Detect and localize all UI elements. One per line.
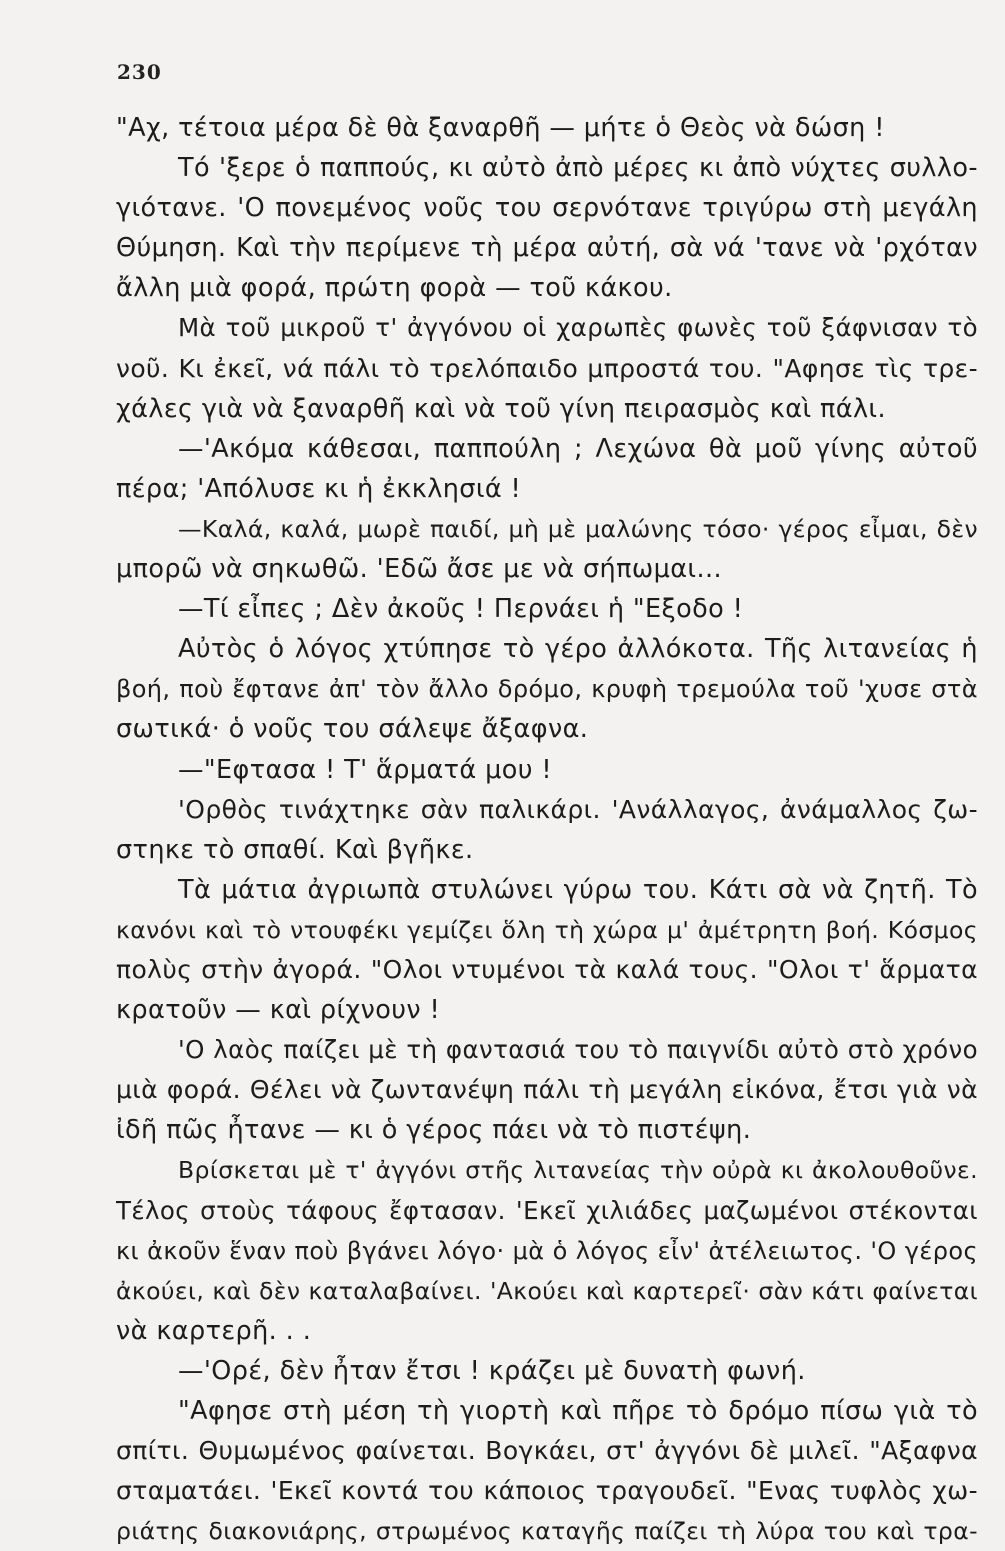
text-line: 'Ορθὸς τινάχτηκε σὰν παλικάρι. 'Ανάλλαγος, ἀνάμαλλος ζω- <box>178 794 978 824</box>
text-line: —"Εφτασα ! Τ' ἅρματά μου ! <box>178 754 553 785</box>
text-line: —'Ακόμα κάθεσαι, παππούλη ; Λεχώνα θὰ μοῦ γίνης αὐτοῦ <box>178 433 978 464</box>
text-line: γιότανε. 'Ο πονεμένος νοῦς του σερνότανε τριγύρω στὴ μεγάλη <box>116 193 978 224</box>
text-line: κανόνι καὶ τὸ ντουφέκι γεμίζει ὅλη τὴ χώρα μ' ἀμέτρητη βοή. Κόσμος <box>116 915 978 944</box>
text-line: Μὰ τοῦ μικροῦ τ' ἀγγόνου οἱ χαρωπὲς φωνὲς τοῦ ξάφνισαν τὸ <box>178 313 978 343</box>
text-line: κι ἀκοῦν ἕναν ποὺ βγάνει λόγο· μὰ ὁ λόγος εἶν' ἀτέλειωτος. 'Ο γέρος <box>116 1236 978 1265</box>
text-line: ἄλλη μιὰ φορά, πρώτη φορὰ — τοῦ κάκου. <box>116 273 673 304</box>
text-line: μπορῶ νὰ σηκωθῶ. 'Εδῶ ἄσε με νὰ σήπωμαι... <box>116 554 722 585</box>
text-line: ριάτης διακονιάρης, στρωμένος καταγῆς παίζει τὴ λύρα του καὶ τρα- <box>116 1517 978 1546</box>
body-text <box>116 108 978 1551</box>
text-line: —Τί εἶπες ; Δὲν ἀκοῦς ! Περνάει ἡ "Εξοδο ! <box>178 594 744 625</box>
text-line: σταματάει. 'Εκεῖ κοντά του κάποιος τραγουδεῖ. "Ενας τυφλὸς χω- <box>116 1476 978 1506</box>
text-line: ἰδῆ πῶς ἦτανε — κι ὁ γέρος πάει νὰ τὸ πιστέψη. <box>116 1115 752 1146</box>
text-line: Τὰ μάτια ἀγριωπὰ στυλώνει γύρω του. Κάτι σὰ νὰ ζητῆ. Τὸ <box>178 874 978 905</box>
text-line: μιὰ φορά. Θέλει νὰ ζωντανέψη πάλι τὴ μεγάλη εἰκόνα, ἔτσι γιὰ νὰ <box>116 1075 978 1105</box>
text-line: "Αχ, τέτοια μέρα δὲ θὰ ξαναρθῆ — μήτε ὁ Θεὸς νὰ δώση ! <box>116 113 885 143</box>
text-line: πέρα; 'Απόλυσε κι ἡ ἐκκλησιά ! <box>116 473 522 504</box>
text-line: στηκε τὸ σπαθί. Καὶ βγῆκε. <box>116 834 474 865</box>
text-line: Θύμηση. Καὶ τὴν περίμενε τὴ μέρα αὐτή, σὰ νά 'τανε νὰ 'ρχόταν <box>116 233 978 264</box>
text-line: Βρίσκεται μὲ τ' ἀγγόνι στῆς λιτανείας τὴν οὐρὰ κι ἀκολουθοῦνε. <box>178 1156 978 1185</box>
text-line: "Αφησε στὴ μέση τὴ γιορτὴ καὶ πῆρε τὸ δρόμο πίσω γιὰ τὸ <box>178 1396 978 1426</box>
text-line: Αὐτὸς ὁ λόγος χτύπησε τὸ γέρο ἀλλόκοτα. Τῆς λιτανείας ἡ <box>178 634 978 665</box>
text-line: νοῦ. Κι ἐκεῖ, νά πάλι τὸ τρελόπαιδο μπροστά του. "Αφησε τὶς τρε- <box>116 353 978 383</box>
text-line: Τό 'ξερε ὁ παππούς, κι αὐτὸ ἀπὸ μέρες κι ἀπὸ νύχτες συλλο- <box>178 153 978 184</box>
text-line: πολὺς στὴν ἀγορά. "Ολοι ντυμένοι τὰ καλά τους. "Ολοι τ' ἅρματα <box>116 954 978 984</box>
text-line: σπίτι. Θυμωμένος φαίνεται. Βογκάει, στ' ἀγγόνι δὲ μιλεῖ. "Αξαφνα <box>116 1436 978 1466</box>
text-line: —Καλά, καλά, μωρὲ παιδί, μὴ μὲ μαλώνης τόσο· γέρος εἶμαι, δὲν <box>178 514 978 543</box>
text-line: Τέλος στοὺς τάφους ἔφτασαν. 'Εκεῖ χιλιάδες μαζωμένοι στέκονται <box>116 1195 978 1225</box>
text-line: βοή, ποὺ ἔφτανε ἀπ' τὸν ἄλλο δρόμο, κρυφὴ τρεμούλα τοῦ 'χυσε στὰ <box>116 675 978 704</box>
text-line: ἀκούει, καὶ δὲν καταλαβαίνει. 'Ακούει καὶ καρτερεῖ· σὰν κάτι φαίνεται <box>116 1276 978 1305</box>
text-line: σωτικά· ὁ νοῦς του σάλεψε ἄξαφνα. <box>116 714 589 745</box>
page-number: 230 <box>117 60 162 84</box>
text-line: νὰ καρτερῆ. . . <box>116 1315 312 1346</box>
text-line: 'Ο λαὸς παίζει μὲ τὴ φαντασιά του τὸ παιγνίδι αὐτὸ στὸ χρόνο <box>178 1035 978 1065</box>
text-line: —'Ορέ, δὲν ἦταν ἔτσι ! κράζει μὲ δυνατὴ φωνή. <box>178 1355 806 1386</box>
text-line: κρατοῦν — καὶ ρίχνουν ! <box>116 995 441 1026</box>
text-line: χάλες γιὰ νὰ ξαναρθῆ καὶ νὰ τοῦ γίνη πειρασμὸς καὶ πάλι. <box>116 393 886 424</box>
